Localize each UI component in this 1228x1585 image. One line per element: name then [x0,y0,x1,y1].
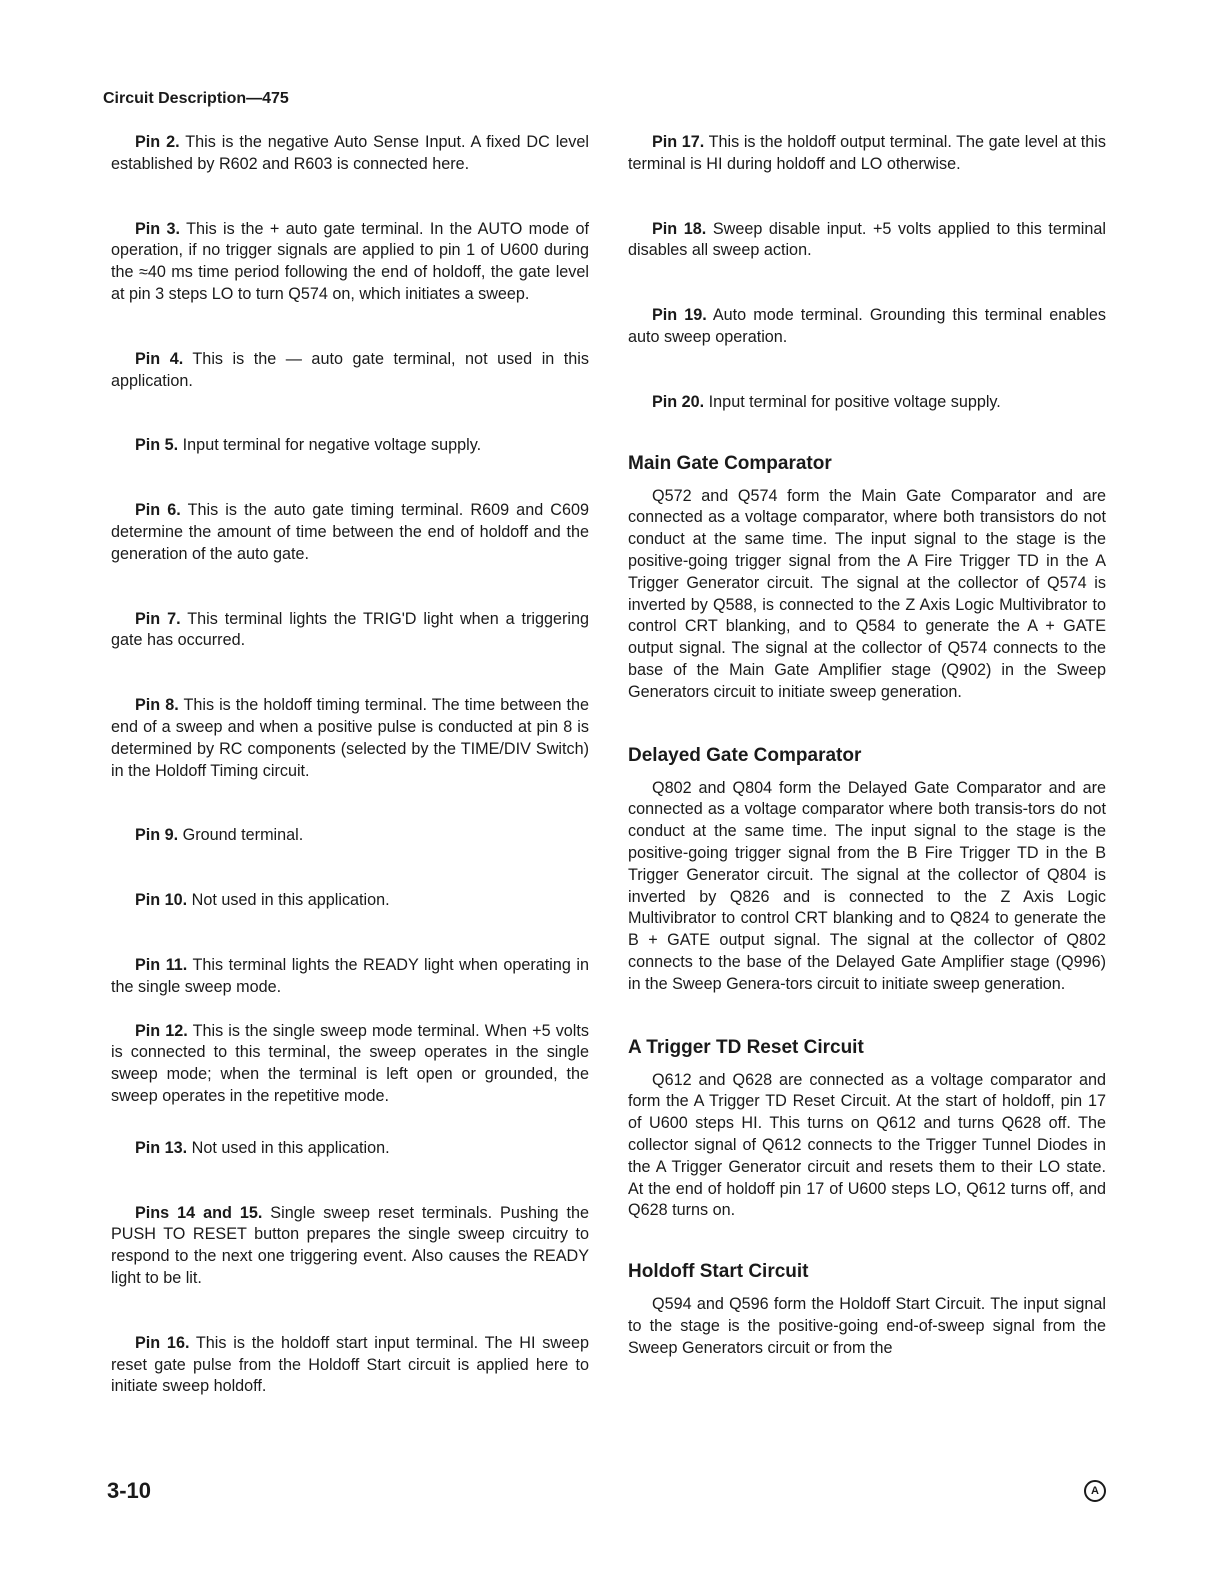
pin-17: Pin 17. This is the holdoff output terminal. The gate level at this terminal is HI during holdoff and LO otherwise. [628,133,1106,173]
pin-8: Pin 8. This is the holdoff timing terminal. The time between the end of a sweep and when a positive pulse is conducted at pin 8 is determined by RC components (selected by the TIME/DIV Switch) in the Holdoff Timing circuit. [111,696,589,780]
section-heading: A Trigger TD Reset Circuit [628,1036,864,1058]
page-header: Circuit Description—475 [103,90,289,107]
section-body: Q612 and Q628 are connected as a voltage comparator and form the A Trigger TD Reset Circuit. At the start of holdoff, pin 17 of U600 steps HI. This turns on Q612 and turns Q628 off. The collector signal of Q612 connects to the Trigger Tunnel Diodes in the A Trigger Generator circuit and resets them to their LO state. At the end of holdoff pin 17 of U600 steps LO, Q612 turns off, and Q628 turns on. [628,1070,1106,1220]
pin-18: Pin 18. Sweep disable input. +5 volts applied to this terminal disables all sweep action. [628,219,1107,260]
section-body: Q802 and Q804 form the Delayed Gate Comparator and are connected as a voltage comparator where both transis-tors do not conduct at the same time. The input signal to the stage is the positive-going trigger signal from the B Fire Trigger TD in the B Trigger Generator circuit. The signal at the collector of Q804 is inverted by Q826 and is connected to the Z Axis Logic Multivibrator to control CRT blanking and to Q824 to generate the B + GATE output signal. The signal at the collector of Q802 connects to the base of the Delayed Gate Amplifier stage (Q996) in the Sweep Genera-tors circuit to initiate sweep generation. [628,778,1106,993]
page-number: 3-10 [107,1478,152,1503]
pin-2: Pin 2. This is the negative Auto Sense Input. A fixed DC level established by R602 and R603 is connected here. [111,133,589,173]
section-main-gate-comparator [628,452,1106,704]
pin-3: Pin 3. This is the + auto gate terminal. In the AUTO mode of operation, if no trigger signals are applied to pin 1 of U600 during the ≈40 ms time period following the end of holdoff, the gate level at pin 3 steps LO to turn Q574 on, which initiates a sweep. [111,219,589,303]
pin-11: Pin 11. This terminal lights the READY light when operating in the single sweep mode. [111,955,589,996]
left-column [111,132,589,1398]
section-a-trigger-td-reset [628,1036,1106,1223]
pin-13: Pin 13. Not used in this application. [135,1138,390,1157]
pin-9: Pin 9. Ground terminal. [135,826,304,845]
right-column [628,132,1106,1359]
pin-16: Pin 16. This is the holdoff start input terminal. The HI sweep reset gate pulse from the Holdoff Start circuit is applied here to initiate sweep holdoff. [111,1333,590,1396]
pins-14-15: Pins 14 and 15. Single sweep reset terminals. Pushing the PUSH TO RESET button prepares the single sweep circuitry to respond to the next one triggering event. Also causes the READY light to be lit. [111,1203,589,1287]
section-heading: Holdoff Start Circuit [628,1261,809,1283]
section-delayed-gate-comparator [628,744,1106,996]
section-body: Q572 and Q574 form the Main Gate Comparator and are connected as a voltage comparator, where both transistors do not conduct at the same time. The input signal to the stage is the positive-going trigger signal from the A Fire Trigger TD in the A Trigger Generator circuit. The signal at the collector of Q574 is inverted by Q588, is connected to the Z Axis Logic Multivibrator to control CRT blanking, and to Q584 to generate the A + GATE output signal. The signal at the collector of Q574 connects to the base of the Main Gate Amplifier stage (Q902) in the Sweep Generators circuit to initiate sweep generation. [628,486,1106,701]
pin-19: Pin 19. Auto mode terminal. Grounding this terminal enables auto sweep operation. [628,306,1107,346]
revision-mark: A [1084,1480,1106,1502]
pin-5: Pin 5. Input terminal for negative voltage supply. [135,436,482,455]
pin-12: Pin 12. This is the single sweep mode terminal. When +5 volts is connected to this terminal, the sweep operates in the single sweep mode; when the terminal is left open or grounded, the sweep operates in the repetitive mode. [111,1021,589,1105]
section-holdoff-start [628,1260,1106,1359]
pin-6: Pin 6. This is the auto gate timing terminal. R609 and C609 determine the amount of time between the end of holdoff and the generation of the auto gate. [111,501,589,563]
section-heading: Delayed Gate Comparator [628,744,862,766]
pin-10: Pin 10. Not used in this application. [135,891,390,910]
pin-4: Pin 4. This is the — auto gate terminal, not used in this application. [111,349,589,390]
section-body: Q594 and Q596 form the Holdoff Start Circuit. The input signal to the stage is the positive-going end-of-sweep signal from the Sweep Generators circuit or from the [628,1295,1106,1357]
pin-7: Pin 7. This terminal lights the TRIG'D light when a triggering gate has occurred. [111,609,590,650]
pin-20: Pin 20. Input terminal for positive voltage supply. [652,392,1001,411]
section-heading: Main Gate Comparator [628,452,832,474]
